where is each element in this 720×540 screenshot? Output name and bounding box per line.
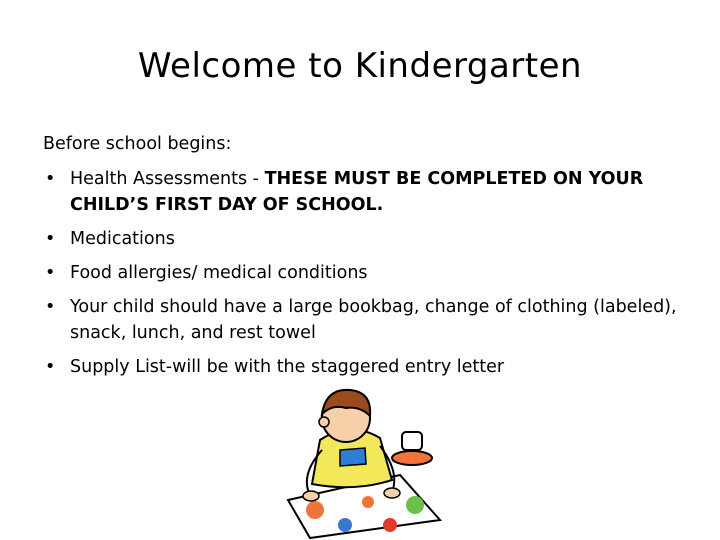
list-item-text: Food allergies/ medical conditions: [70, 263, 368, 283]
bullet-icon: •: [45, 229, 56, 249]
handprint-orange: [306, 501, 324, 519]
list-item-text: Medications: [70, 229, 175, 249]
page-title: Welcome to Kindergarten: [137, 46, 583, 86]
list-item-health-assessments: [43, 166, 683, 218]
list-item-food-allergies: [43, 260, 683, 286]
bullet-icon: •: [45, 357, 56, 377]
ear: [319, 417, 329, 427]
pants: [340, 448, 366, 466]
bullet-icon: •: [45, 263, 56, 283]
list-item-text: Health Assessments -: [70, 169, 265, 189]
child-painting-illustration: [280, 380, 450, 540]
paint-dish: [392, 451, 432, 465]
list-item-text: Your child should have a large bookbag, change of clothing (labeled), snack, lunch, and rest towel: [70, 297, 677, 343]
list-item-text: Supply List-will be with the staggered entry letter: [70, 357, 505, 377]
bullet-list: [43, 166, 683, 388]
handprint-red: [383, 518, 397, 532]
list-item-medications: [43, 226, 683, 252]
paint-jar: [402, 432, 422, 450]
right-hand: [384, 488, 400, 498]
handprint-orange-2: [362, 496, 374, 508]
list-item-bookbag: [43, 294, 683, 346]
bullet-icon: •: [45, 297, 56, 317]
list-item-supply-list: [43, 354, 683, 380]
intro-text: Before school begins:: [43, 134, 232, 154]
handprint-blue: [338, 518, 352, 532]
list-item-emphasis: THESE MUST BE COMPLETED ON YOUR CHILD’S FIRST DAY OF SCHOOL.: [70, 169, 644, 215]
bullet-icon: •: [45, 169, 56, 189]
handprint-green: [406, 496, 424, 514]
left-hand: [303, 491, 319, 501]
